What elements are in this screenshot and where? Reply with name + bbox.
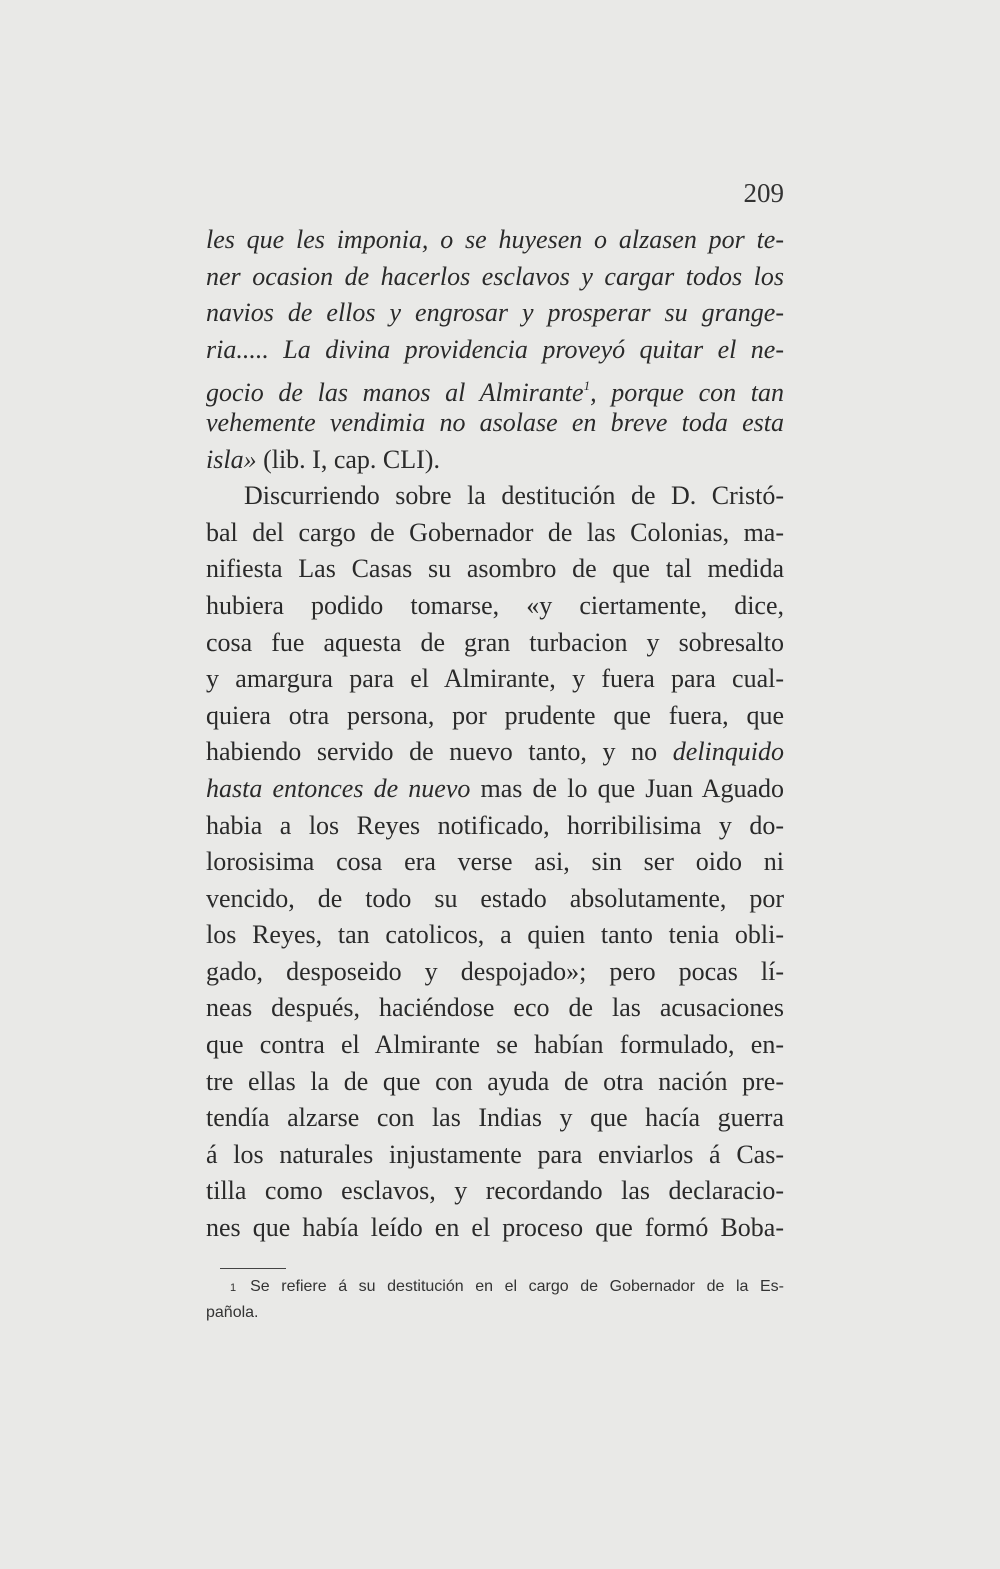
text-line: habia a los Reyes notificado, horribilisima y do-	[206, 810, 784, 840]
text-line: vehemente vendimia no asolase en breve toda esta	[206, 407, 784, 437]
footnote-line	[206, 1274, 784, 1300]
footnote-divider	[220, 1268, 286, 1269]
text-line: á los naturales injustamente para enviarlos á Cas-	[206, 1139, 784, 1169]
text-line: cosa fue aquesta de gran turbacion y sobresalto	[206, 627, 784, 657]
text-line: tendía alzarse con las Indias y que hacía guerra	[206, 1103, 784, 1133]
text-fragment: gocio de las manos al Almirante	[206, 378, 584, 408]
text-fragment: , porque con tan	[590, 378, 784, 408]
text-line: lorosisima cosa era verse asi, sin ser oido ni	[206, 847, 784, 877]
text-line: hubiera podido tomarse, «y ciertamente, dice,	[206, 590, 784, 620]
text-line: tilla como esclavos, y recordando las declaracio-	[206, 1176, 784, 1206]
text-line: vencido, de todo su estado absolutamente, por	[206, 883, 784, 913]
text-fragment: habiendo servido de nuevo tanto, y no	[206, 737, 673, 767]
text-fragment: isla»	[206, 444, 257, 474]
text-fragment: mas de lo que Juan Aguado	[470, 773, 784, 803]
text-fragment: hasta entonces de nuevo	[206, 773, 471, 803]
body-text	[206, 222, 784, 1247]
footnote	[206, 1274, 784, 1326]
text-line	[206, 734, 784, 771]
footnote-text: Se refiere á su destitución en el cargo de Gobernador de la Es-	[250, 1278, 784, 1295]
page-number: 209	[743, 178, 784, 208]
text-line: navios de ellos y engrosar y prosperar su grange-	[206, 298, 784, 328]
text-line: nifiesta Las Casas su asombro de que tal medida	[206, 554, 784, 584]
text-line: ner ocasion de hacerlos esclavos y cargar todos los	[206, 261, 784, 291]
text-fragment: (lib. I, cap. CLI).	[256, 444, 440, 474]
text-line	[206, 771, 784, 808]
text-line	[206, 442, 784, 479]
text-line: Discurriendo sobre la destitución de D. Cristó-	[244, 481, 784, 511]
text-line: los Reyes, tan catolicos, a quien tanto tenia obli-	[206, 920, 784, 950]
text-line: que contra el Almirante se habían formulado, en-	[206, 1030, 784, 1060]
footnote-reference: 1	[583, 378, 591, 394]
text-line: quiera otra persona, por prudente que fuera, que	[206, 700, 784, 730]
text-line: les que les imponia, o se huyesen o alzasen por te-	[206, 225, 784, 254]
text-line: neas después, haciéndose eco de las acusaciones	[206, 993, 784, 1023]
text-line: y amargura para el Almirante, y fuera para cual-	[206, 664, 784, 694]
text-line	[206, 368, 784, 408]
text-line: gado, desposeido y despojado»; pero pocas lí-	[206, 956, 784, 986]
text-line: nes que había leído en el proceso que formó Boba-	[206, 1213, 784, 1243]
footnote-line: pañola.	[206, 1304, 259, 1321]
text-line: bal del cargo de Gobernador de las Colonias, ma-	[206, 517, 784, 547]
footnote-marker: 1	[230, 1282, 237, 1294]
text-line: tre ellas la de que con ayuda de otra nación pre-	[206, 1066, 784, 1096]
text-fragment: delinquido	[672, 737, 784, 767]
text-line: ria..... La divina providencia proveyó quitar el ne-	[206, 334, 784, 364]
